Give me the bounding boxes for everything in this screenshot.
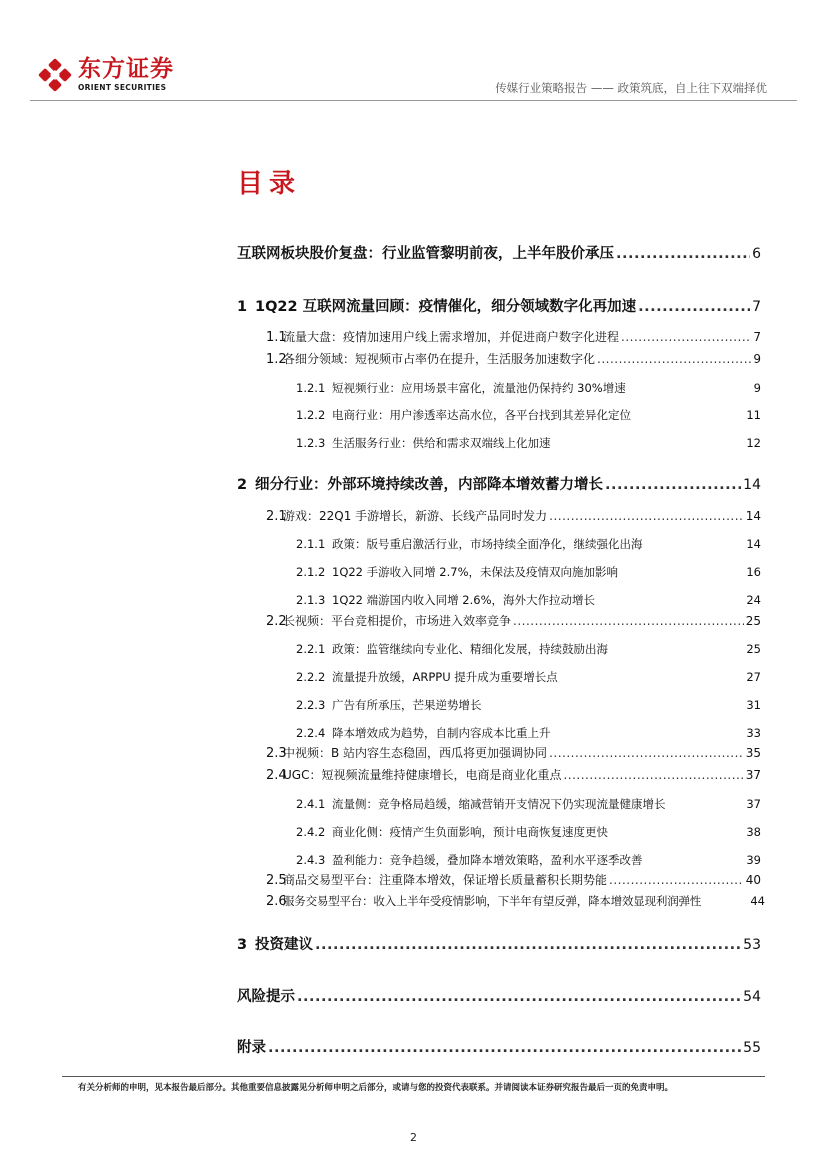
toc-entry[interactable]: [237, 473, 761, 494]
toc-entry-text: 风险提示: [237, 989, 295, 1005]
toc-entry[interactable]: [296, 407, 761, 423]
toc-entry-page: 38: [746, 825, 761, 839]
toc-entry-page: 25: [745, 614, 761, 628]
toc-entry[interactable]: [237, 242, 761, 263]
toc-entry-text: 1Q22 端游国内收入同增 2.6%，海外大作拉动增长: [332, 593, 596, 607]
toc-entry-page: 37: [745, 768, 761, 782]
toc-entry[interactable]: [296, 564, 761, 580]
toc-entry-number: 2.4: [266, 768, 287, 783]
toc-entry[interactable]: [266, 507, 761, 524]
toc-entry-number: 1.2: [266, 352, 287, 367]
toc-entry[interactable]: [296, 796, 761, 812]
toc-entry-number: 2.2.3: [296, 698, 326, 712]
toc-entry-text: 商品交易型平台：注重降本增效，保证增长质量蓄积长期势能: [283, 873, 608, 887]
toc-entry-page: 54: [743, 989, 761, 1005]
toc-entry[interactable]: [296, 435, 761, 451]
toc-entry[interactable]: [237, 985, 761, 1006]
orient-logo-icon: [38, 58, 72, 92]
toc-entry-page: 37: [746, 797, 761, 811]
toc-entry-page: 33: [746, 726, 761, 740]
toc-entry-text: 广告有所承压，芒果逆势增长: [332, 698, 482, 712]
toc-entry[interactable]: [237, 295, 761, 316]
toc-entry-text: 流量提升放缓，ARPPU 提升成为重要增长点: [332, 670, 558, 684]
toc-entry-page: 55: [743, 1040, 761, 1056]
toc-entry-page: 25: [746, 642, 761, 656]
toc-entry[interactable]: [237, 933, 761, 954]
toc-entry[interactable]: [296, 592, 761, 608]
toc-entry-page: 44: [750, 894, 765, 908]
toc-entry-text: 政策：版号重启激活行业，市场持续全面净化，继续强化出海: [332, 537, 643, 551]
toc-leader-dots: [297, 989, 741, 1005]
toc-entry-text: 流量侧：竞争格局趋缓，缩减营销开支情况下仍实现流量健康增长: [332, 797, 666, 811]
toc-entry[interactable]: [266, 871, 761, 888]
toc-entry-text: 电商行业：用户渗透率达高水位，各平台找到其差异化定位: [332, 408, 631, 422]
toc-leader-dots: [315, 937, 741, 953]
toc-entry-page: 6: [752, 246, 761, 262]
toc-entry-number: 1.2.3: [296, 436, 326, 450]
toc-leader-dots: [549, 746, 744, 760]
toc-entry-text: 1Q22 互联网流量回顾：疫情催化，细分领域数字化再加速: [255, 299, 637, 315]
toc-entry-number: 2.1: [266, 509, 287, 524]
toc-leader-dots: [549, 509, 744, 523]
toc-entry-text: 游戏：22Q1 手游增长，新游、长线产品同时发力: [283, 509, 548, 523]
toc-entry-page: 7: [752, 299, 761, 315]
toc-entry[interactable]: [266, 612, 761, 629]
toc-entry-text: 长视频：平台竞相提价，市场进入效率竞争: [283, 614, 512, 628]
toc-entry-page: 39: [746, 853, 761, 867]
toc-entry[interactable]: [296, 669, 761, 685]
toc-entry-number: 2.2.1: [296, 642, 326, 656]
toc-leader-dots: [609, 873, 744, 887]
toc-entry-number: 1.2.2: [296, 408, 326, 422]
toc-entry-text: 投资建议: [255, 937, 313, 953]
toc-entry-page: 14: [745, 509, 761, 523]
toc-entry-page: 53: [743, 937, 761, 953]
toc-entry-page: 9: [753, 381, 761, 395]
toc-entry-page: 31: [746, 698, 761, 712]
footer-divider: [62, 1076, 765, 1077]
toc-entry[interactable]: [266, 766, 761, 783]
toc-entry-text: 盈利能力：竞争趋缓，叠加降本增效策略，盈利水平逐季改善: [332, 853, 643, 867]
header-divider: [30, 100, 797, 101]
toc-entry-text: 商业化侧：疫情产生负面影响，预计电商恢复速度更快: [332, 825, 608, 839]
toc-entry[interactable]: [296, 725, 761, 741]
toc-leader-dots: [616, 246, 750, 262]
toc-entry-page: 14: [743, 477, 761, 493]
toc-entry[interactable]: [266, 893, 765, 909]
toc-leader-dots: [513, 614, 744, 628]
toc-entry-text: 细分行业：外部环境持续改善，内部降本增效蓄力增长: [255, 477, 603, 493]
toc-entry-number: 2.1.2: [296, 565, 326, 579]
toc-entry-page: 27: [746, 670, 761, 684]
toc-entry-page: 16: [746, 565, 761, 579]
toc-entry-number: 2: [237, 477, 248, 493]
toc-entry[interactable]: [296, 697, 761, 713]
toc-entry-text: 生活服务行业：供给和需求双端线上化加速: [332, 436, 551, 450]
toc-entry-number: 2.1.3: [296, 593, 326, 607]
toc-entry-number: 2.4.2: [296, 825, 326, 839]
toc-entry-text: 互联网板块股价复盘：行业监管黎明前夜，上半年股价承压: [237, 246, 614, 262]
toc-entry-text: 1Q22 手游收入同增 2.7%，未保法及疫情双向施加影响: [332, 565, 619, 579]
toc-leader-dots: [638, 299, 750, 315]
footer-disclaimer: 有关分析师的申明，见本报告最后部分。其他重要信息披露见分析师申明之后部分，或请与您的投资代表联系。并请阅读本证券研究报告最后一页的免责申明。: [78, 1083, 674, 1093]
toc-leader-dots: [268, 1040, 741, 1056]
toc-entry-number: 2.1.1: [296, 537, 326, 551]
toc-title: 目录: [237, 169, 302, 199]
toc-entry-page: 11: [746, 408, 761, 422]
toc-entry-page: 7: [753, 330, 761, 344]
logo-english-name: ORIENT SECURITIES: [78, 83, 167, 93]
toc-entry-number: 3: [237, 937, 248, 953]
toc-entry-text: 中视频：B 站内容生态稳固，西瓜将更加强调协同: [283, 746, 548, 760]
toc-entry[interactable]: [296, 380, 761, 396]
toc-entry-number: 2.4.3: [296, 853, 326, 867]
toc-entry-page: 24: [746, 593, 761, 607]
toc-entry-page: 40: [745, 873, 761, 887]
toc-entry-text: 短视频行业：应用场景丰富化，流量池仍保持约 30%增速: [332, 381, 626, 395]
toc-entry-number: 2.2: [266, 614, 287, 629]
toc-entry-text: 各细分领域：短视频市占率仍在提升，生活服务加速数字化: [283, 352, 596, 366]
toc-entry[interactable]: [296, 536, 761, 552]
toc-entry[interactable]: [266, 350, 761, 367]
toc-leader-dots: [621, 330, 751, 344]
toc-entry-text: 降本增效成为趋势，自制内容成本比重上升: [332, 726, 551, 740]
company-logo: [38, 58, 174, 92]
toc-entry[interactable]: [237, 1036, 761, 1057]
toc-entry-number: 1.2.1: [296, 381, 326, 395]
toc-entry-number: 1.1: [266, 330, 287, 345]
toc-entry-number: 2.4.1: [296, 797, 326, 811]
toc-entry-text: 政策：监管继续向专业化、精细化发展，持续鼓励出海: [332, 642, 608, 656]
toc-entry-page: 35: [745, 746, 761, 760]
toc-leader-dots: [605, 477, 741, 493]
toc-entry-text: UGC：短视频流量维持健康增长，电商是商业化重点: [283, 768, 562, 782]
toc-entry-number: 2.5: [266, 873, 287, 888]
toc-entry-number: 2.3: [266, 746, 287, 761]
page-number: 2: [410, 1131, 417, 1144]
toc-leader-dots: [597, 352, 751, 366]
toc-entry[interactable]: [296, 852, 761, 868]
toc-entry-number: 1: [237, 299, 248, 315]
toc-entry-number: 2.2.4: [296, 726, 326, 740]
toc-entry[interactable]: [296, 641, 761, 657]
toc-entry-text: 服务交易型平台：收入上半年受疫情影响，下半年有望反弹，降本增效显现利润弹性: [283, 894, 702, 908]
toc-entry-page: 9: [753, 352, 761, 366]
logo-chinese-name: 东方证券: [78, 56, 174, 83]
toc-entry-text: 附录: [237, 1040, 266, 1056]
toc-entry[interactable]: [266, 744, 761, 761]
report-tagline: 传媒行业策略报告 —— 政策筑底，自上往下双端择优: [495, 81, 767, 95]
toc-leader-dots: [563, 768, 743, 782]
toc-entry[interactable]: [266, 328, 761, 345]
toc-entry-text: 流量大盘：疫情加速用户线上需求增加，并促进商户数字化进程: [283, 330, 620, 344]
toc-entry-number: 2.2.2: [296, 670, 326, 684]
toc-entry-number: 2.6: [266, 894, 287, 909]
toc-entry[interactable]: [296, 824, 761, 840]
toc-entry-page: 14: [746, 537, 761, 551]
toc-entry-page: 12: [746, 436, 761, 450]
